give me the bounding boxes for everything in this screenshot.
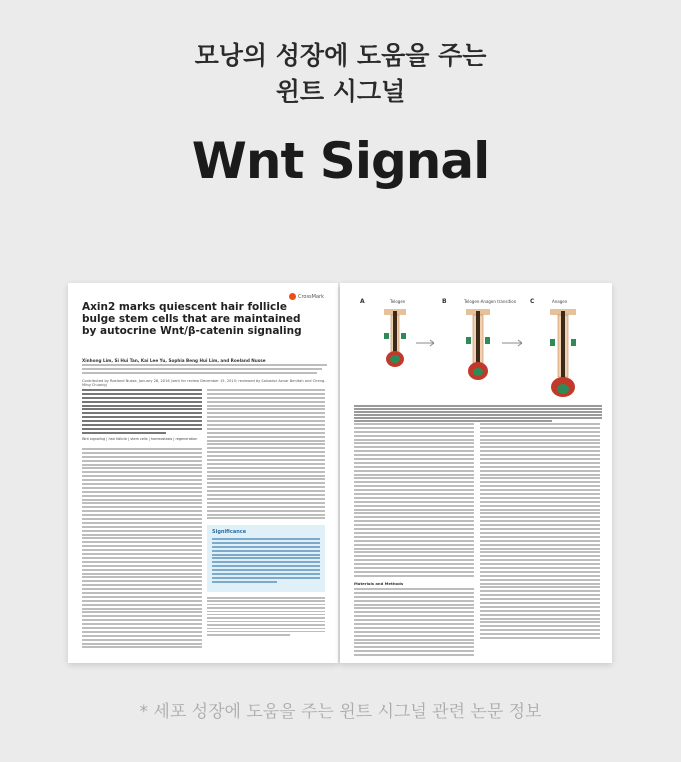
paper-body-right-col1 [354, 423, 474, 579]
paper-body-right [207, 389, 325, 521]
figure-caption [354, 405, 602, 424]
subtitle-line-1: 모낭의 성장에 도움을 주는 [194, 41, 487, 70]
label-anagen: Anagen [552, 299, 568, 304]
figure-panel-a: A [360, 298, 365, 305]
paper-abstract [82, 389, 202, 436]
materials-heading: Materials and Methods [354, 581, 404, 586]
paper-contributed: Contributed by Roeland Nusse, January 28, 2016 (sent for review December 15, 2015; reviewed by Salvador Aznar Benitah and Cheng-Ming Chuong) [82, 379, 326, 387]
page-subtitle [0, 38, 681, 110]
page-title: Wnt Signal [191, 132, 490, 190]
crossmark-icon [289, 293, 296, 300]
paper-page-right [340, 283, 612, 663]
significance-title: Significance [212, 529, 247, 535]
crossmark-badge [289, 293, 324, 300]
paper-methods [354, 588, 474, 658]
paper-keywords: Wnt signaling | hair follicle | stem cells | homeostasis | regeneration [82, 437, 198, 441]
paper-body-left [82, 448, 202, 650]
footer-caption: * 세포 성장에 도움을 주는 윈트 시그널 관련 논문 정보 [139, 702, 542, 722]
hair-follicle-figure [354, 293, 602, 401]
follicle-transition [466, 309, 490, 380]
significance-box [207, 525, 325, 592]
follicle-telogen [384, 309, 406, 367]
label-transition: Telogen-Anagen transition [464, 299, 517, 304]
figure-panel-b: B [442, 298, 447, 305]
paper-title: Axin2 marks quiescent hair follicle bulge stem cells that are maintained by autocrine Wnt/β-catenin signaling [82, 301, 302, 337]
paper-page-left [68, 283, 338, 663]
paper-authors: Xinhong Lim, Si Hui Tan, Kai Lee Yu, Sophia Beng Hui Lim, and Roeland Nusse [82, 358, 266, 363]
paper-body-right-col2 [480, 423, 600, 641]
label-telogen: Telogen [390, 299, 406, 304]
subtitle-line-2: 윈트 시그널 [275, 77, 406, 106]
crossmark-label: CrossMark [297, 293, 324, 300]
follicle-anagen [550, 309, 576, 397]
figure-panel-c: C [530, 298, 535, 305]
paper-affiliations [82, 364, 327, 378]
paper-footnotes [207, 597, 325, 638]
